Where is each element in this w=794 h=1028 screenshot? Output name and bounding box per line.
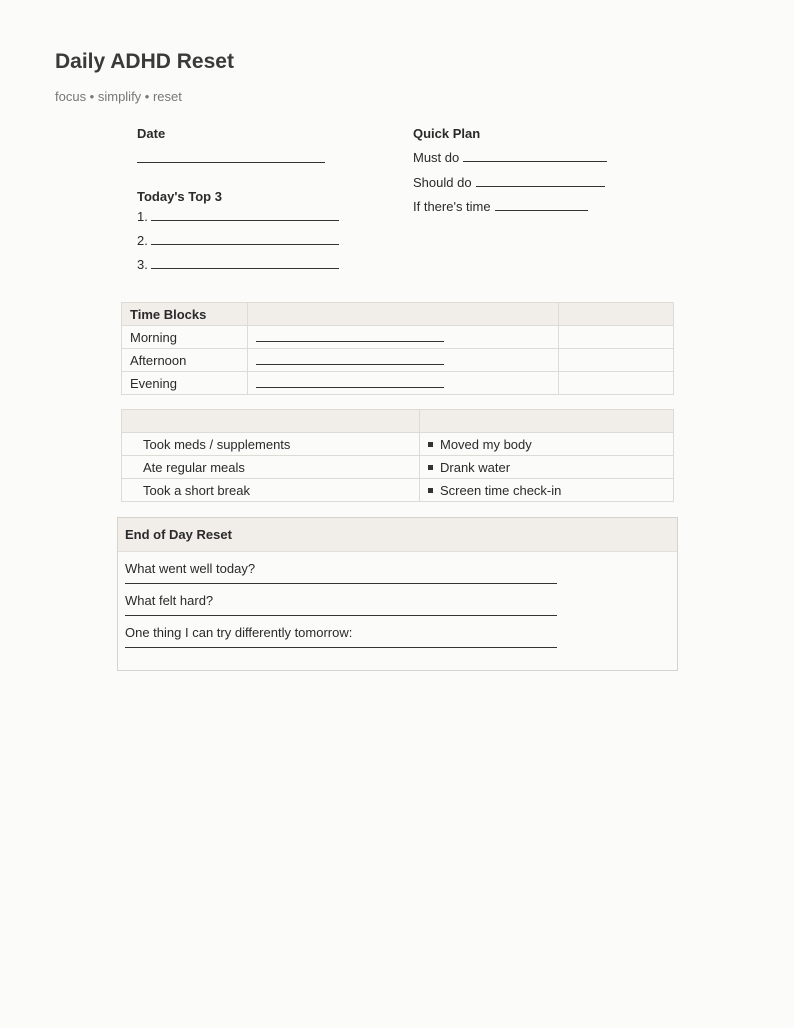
time-blocks-table (121, 302, 674, 395)
quick-plan-item (413, 146, 607, 171)
quick-plan-input-line[interactable] (495, 199, 588, 211)
top3-label: Today's Top 3 (137, 189, 222, 204)
time-block-label: Afternoon (122, 349, 248, 372)
checkbox-square-icon[interactable] (428, 488, 433, 493)
top3-section (137, 189, 339, 277)
checklist-item-label: Drank water (440, 459, 511, 475)
checklist-item[interactable] (420, 479, 674, 502)
top3-input-line[interactable] (151, 209, 339, 221)
checkbox-square-icon[interactable] (428, 465, 433, 470)
time-block-empty-cell[interactable] (558, 372, 673, 395)
time-block-label: Morning (122, 326, 248, 349)
table-row (122, 456, 674, 479)
time-block-empty-cell[interactable] (558, 326, 673, 349)
end-of-day-header: End of Day Reset (118, 518, 677, 552)
quick-plan-item (413, 171, 607, 196)
time-blocks-header-row (122, 303, 674, 326)
reflection-question: What felt hard? (125, 593, 214, 608)
checklist-item[interactable] (420, 433, 674, 456)
time-block-input-line[interactable] (256, 353, 444, 365)
reflection-question: What went well today? (125, 561, 256, 576)
time-blocks-header-empty (248, 303, 558, 326)
end-of-day-section (117, 517, 678, 671)
page-subtitle: focus • simplify • reset (55, 89, 182, 104)
top3-item (137, 229, 339, 253)
checklist-item[interactable]: Took meds / supplements (122, 433, 420, 456)
quick-plan-item (413, 195, 607, 220)
top3-input-line[interactable] (151, 233, 339, 245)
top3-item (137, 253, 339, 277)
time-blocks-header-empty (558, 303, 673, 326)
table-row (122, 479, 674, 502)
time-block-empty-cell[interactable] (558, 349, 673, 372)
reflection-answer-line[interactable] (125, 647, 557, 648)
quick-plan-item-label: If there's time (413, 199, 491, 214)
top3-input-line[interactable] (151, 257, 339, 269)
date-input-line[interactable] (137, 151, 325, 163)
table-row (122, 372, 674, 395)
checklist-header-empty (420, 410, 674, 433)
top3-number: 1. (137, 209, 148, 224)
habit-checklist-table (121, 409, 674, 502)
checklist-item[interactable]: Ate regular meals (122, 456, 420, 479)
checklist-item-label: Screen time check-in (440, 482, 562, 498)
time-block-input-line[interactable] (256, 376, 444, 388)
date-label: Date (137, 126, 166, 141)
checkbox-square-icon[interactable] (428, 442, 433, 447)
top3-number: 2. (137, 233, 148, 248)
quick-plan-label: Quick Plan (413, 126, 481, 141)
date-section (137, 126, 325, 163)
checklist-header-empty (122, 410, 420, 433)
checklist-item[interactable] (420, 456, 674, 479)
table-row (122, 433, 674, 456)
checklist-item[interactable]: Took a short break (122, 479, 420, 502)
time-blocks-header: Time Blocks (122, 303, 248, 326)
table-row (122, 326, 674, 349)
reflection-answer-line[interactable] (125, 615, 557, 616)
checklist-item-label: Moved my body (440, 436, 532, 452)
reflection-answer-line[interactable] (125, 583, 557, 584)
table-row (122, 349, 674, 372)
quick-plan-input-line[interactable] (463, 150, 607, 162)
quick-plan-section (413, 126, 607, 220)
page-title: Daily ADHD Reset (55, 50, 234, 73)
checklist-header-row (122, 410, 674, 433)
quick-plan-item-label: Must do (413, 150, 460, 165)
quick-plan-input-line[interactable] (476, 175, 605, 187)
top3-number: 3. (137, 257, 148, 272)
top3-item (137, 205, 339, 229)
reflection-question: One thing I can try differently tomorrow: (125, 625, 353, 640)
quick-plan-item-label: Should do (413, 174, 472, 190)
time-block-label: Evening (122, 372, 248, 395)
time-block-input-line[interactable] (256, 330, 444, 342)
